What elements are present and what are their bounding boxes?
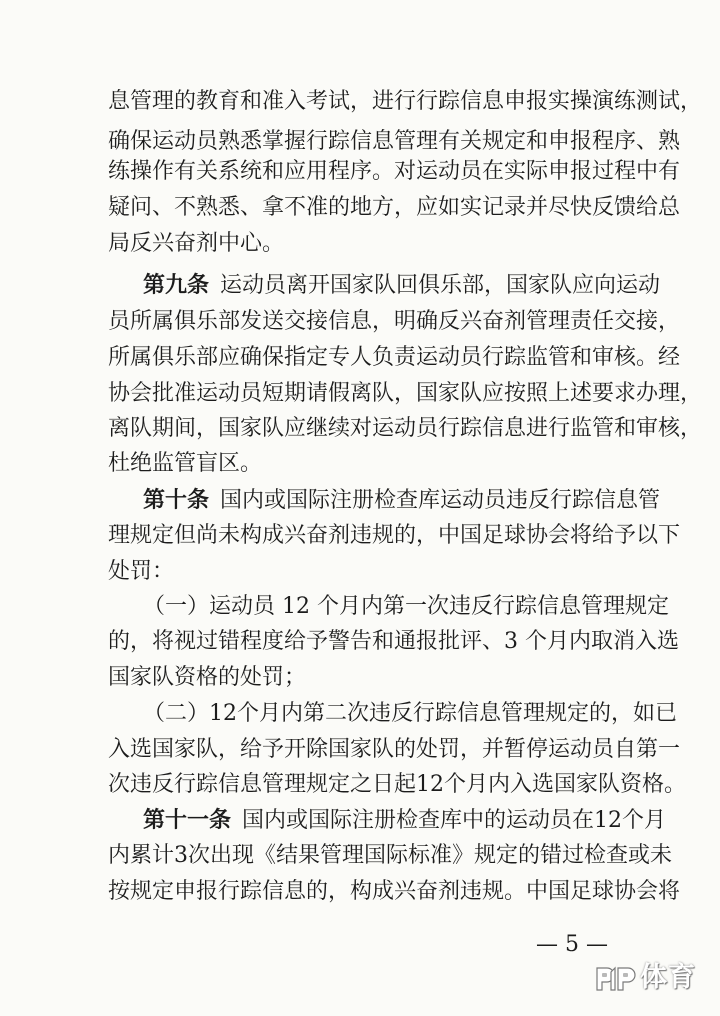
- article-9-heading: 第九条: [143, 272, 210, 298]
- paragraph-line: 所属俱乐部应确保指定专人负责运动员行踪监管和审核。经: [108, 345, 681, 370]
- paragraph-line: 内累计3次出现《结果管理国际标准》规定的错过检查或未: [108, 843, 672, 868]
- paragraph-line: 疑问、不熟悉、拿不准的地方，应如实记录并尽快反馈给总: [108, 195, 681, 220]
- paragraph-line: 离队期间，国家队应继续对运动员行踪信息进行监管和审核，: [108, 416, 703, 441]
- watermark: [594, 958, 702, 998]
- watermark-brand-text: 体育: [640, 962, 696, 993]
- pp-logo-icon: [594, 962, 638, 994]
- paragraph-line: （二）12个月内第二次违反行踪信息管理规定的，如已: [143, 701, 677, 726]
- paragraph-line: 理规定但尚未构成兴奋剂违规的，中国足球协会将给予以下: [108, 523, 681, 548]
- paragraph-line: 练操作有关系统和应用程序。对运动员在实际申报过程中有: [108, 159, 681, 184]
- paragraph-line: 入选国家队，给予开除国家队的处罚，并暂停运动员自第一: [108, 737, 681, 762]
- article-11-heading: 第十一条: [143, 807, 232, 833]
- paragraph-line: （一）运动员 12 个月内第一次违反行踪信息管理规定: [143, 594, 669, 619]
- paragraph-line: 国家队资格的处罚；: [108, 665, 307, 690]
- paragraph-line: 按规定申报行踪信息的，构成兴奋剂违规。中国足球协会将: [108, 879, 681, 904]
- article-10-heading: 第十条: [143, 487, 210, 513]
- paragraph-line: 确保运动员熟悉掌握行踪信息管理有关规定和申报程序、熟: [108, 129, 681, 154]
- paragraph-line: 杜绝监管盲区。: [108, 451, 263, 476]
- article-9-first-line: 第九条 运动员离开国家队回俱乐部，国家队应向运动: [143, 272, 661, 298]
- article-10-first-line: 第十条 国内或国际注册检查库运动员违反行踪信息管: [143, 487, 661, 513]
- article-11-first-line: 第十一条 国内或国际注册检查库中的运动员在12个月: [143, 807, 667, 833]
- paragraph-line: 次违反行踪信息管理规定之日起12个月内入选国家队资格。: [108, 772, 686, 797]
- paragraph-line: 的，将视过错程度给予警告和通报批评、3 个月内取消入选: [108, 629, 679, 654]
- paragraph-line: 处罚：: [108, 559, 175, 584]
- paragraph-line: 局反兴奋剂中心。: [108, 231, 285, 256]
- page-number: — 5 —: [536, 932, 608, 957]
- paragraph-line: 息管理的教育和准入考试，进行行踪信息申报实操演练测试，: [108, 89, 703, 114]
- paragraph-line: 协会批准运动员短期请假离队，国家队应按照上述要求办理，: [108, 381, 703, 406]
- paragraph-line: 员所属俱乐部发送交接信息，明确反兴奋剂管理责任交接，: [108, 309, 681, 334]
